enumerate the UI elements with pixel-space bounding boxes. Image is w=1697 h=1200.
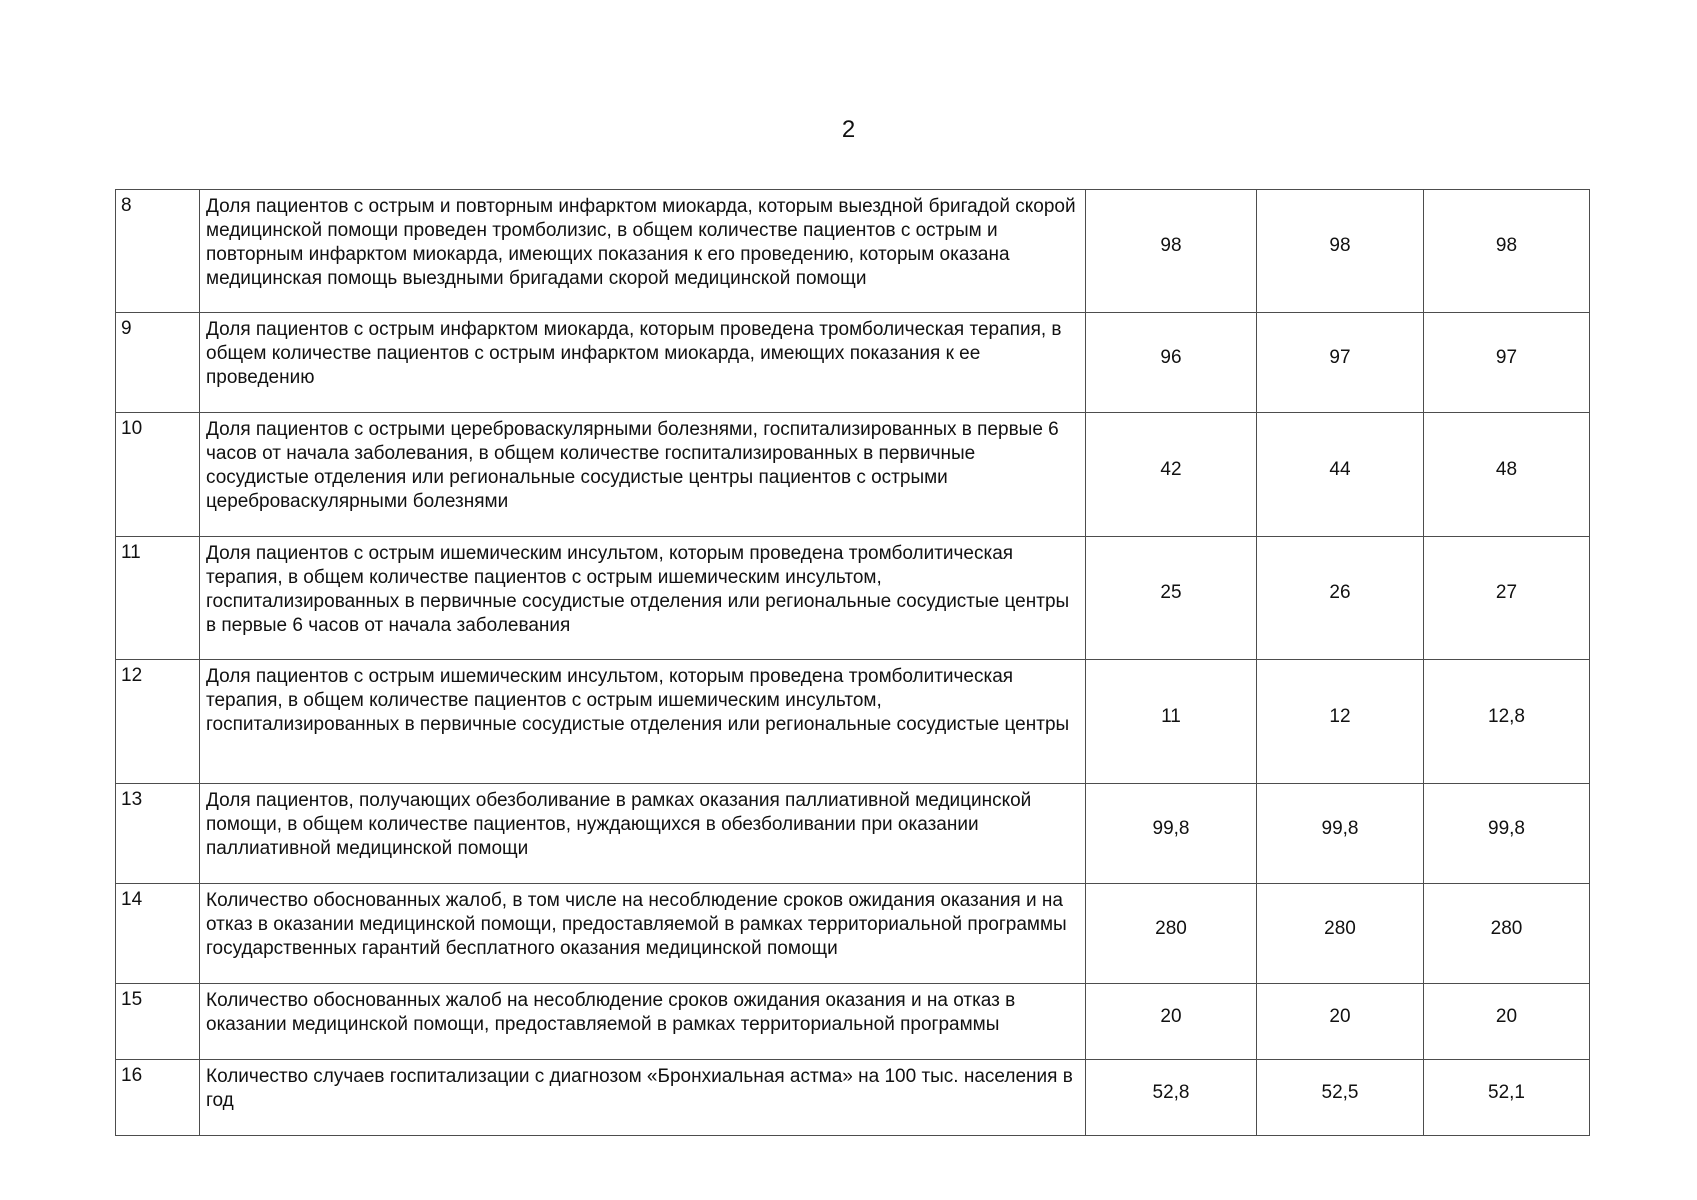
row-number: 9 bbox=[116, 313, 200, 413]
row-number: 16 bbox=[116, 1060, 200, 1136]
value-col-2: 52,5 bbox=[1257, 1060, 1424, 1136]
table-row bbox=[116, 660, 1590, 784]
value-col-3: 98 bbox=[1424, 190, 1590, 313]
value-col-3: 48 bbox=[1424, 413, 1590, 537]
indicator-name: Количество случаев госпитализации с диагнозом «Бронхиальная астма» на 100 тыс. населения в год bbox=[200, 1060, 1086, 1136]
value-col-2: 280 bbox=[1257, 884, 1424, 984]
value-col-1: 280 bbox=[1086, 884, 1257, 984]
indicator-name: Доля пациентов с острыми цереброваскулярными болезнями, госпитализированных в первые 6 часов от начала заболевания, в общем количестве госпитализированных в первичные сосудистые отделения или региональные сосудистые центры пациентов с острыми цереброваскулярными болезнями bbox=[200, 413, 1086, 537]
page-number: 2 bbox=[841, 116, 856, 143]
value-col-3: 280 bbox=[1424, 884, 1590, 984]
value-col-1: 42 bbox=[1086, 413, 1257, 537]
value-col-3: 12,8 bbox=[1424, 660, 1590, 784]
table-row bbox=[116, 1060, 1590, 1136]
value-col-3: 20 bbox=[1424, 984, 1590, 1060]
value-col-3: 52,1 bbox=[1424, 1060, 1590, 1136]
row-number: 14 bbox=[116, 884, 200, 984]
table-row bbox=[116, 537, 1590, 660]
row-number: 13 bbox=[116, 784, 200, 884]
indicator-name: Доля пациентов с острым ишемическим инсультом, которым проведена тромболитическая терапия, в общем количестве пациентов с острым ишемическим инсультом, госпитализированных в первичные сосудистые отделения или региональные сосудистые центры bbox=[200, 660, 1086, 784]
row-number: 8 bbox=[116, 190, 200, 313]
value-col-1: 20 bbox=[1086, 984, 1257, 1060]
indicator-name: Доля пациентов с острым инфарктом миокарда, которым проведена тромболическая терапия, в общем количестве пациентов с острым инфарктом миокарда, имеющих показания к ее проведению bbox=[200, 313, 1086, 413]
value-col-1: 98 bbox=[1086, 190, 1257, 313]
value-col-3: 99,8 bbox=[1424, 784, 1590, 884]
value-col-2: 97 bbox=[1257, 313, 1424, 413]
table-row bbox=[116, 984, 1590, 1060]
table-row bbox=[116, 190, 1590, 313]
value-col-2: 44 bbox=[1257, 413, 1424, 537]
indicator-name: Доля пациентов с острым и повторным инфарктом миокарда, которым выездной бригадой скорой медицинской помощи проведен тромболизис, в общем количестве пациентов с острым и повторным инфарктом миокарда, имеющих показания к его проведению, которым оказана медицинская помощь выездными бригадами скорой медицинской помощи bbox=[200, 190, 1086, 313]
indicator-name: Доля пациентов, получающих обезболивание в рамках оказания паллиативной медицинской помощи, в общем количестве пациентов, нуждающихся в обезболивании при оказании паллиативной медицинской помощи bbox=[200, 784, 1086, 884]
value-col-1: 96 bbox=[1086, 313, 1257, 413]
row-number: 15 bbox=[116, 984, 200, 1060]
table-row bbox=[116, 313, 1590, 413]
value-col-1: 99,8 bbox=[1086, 784, 1257, 884]
value-col-1: 52,8 bbox=[1086, 1060, 1257, 1136]
value-col-3: 97 bbox=[1424, 313, 1590, 413]
table-row bbox=[116, 784, 1590, 884]
value-col-2: 12 bbox=[1257, 660, 1424, 784]
value-col-2: 26 bbox=[1257, 537, 1424, 660]
value-col-1: 11 bbox=[1086, 660, 1257, 784]
indicators-table bbox=[115, 189, 1590, 1136]
indicator-name: Количество обоснованных жалоб на несоблюдение сроков ожидания оказания и на отказ в оказании медицинской помощи, предоставляемой в рамках территориальной программы bbox=[200, 984, 1086, 1060]
value-col-2: 98 bbox=[1257, 190, 1424, 313]
value-col-2: 99,8 bbox=[1257, 784, 1424, 884]
indicator-name: Количество обоснованных жалоб, в том числе на несоблюдение сроков ожидания оказания и на отказ в оказании медицинской помощи, предоставляемой в рамках территориальной программы государственных гарантий бесплатного оказания медицинской помощи bbox=[200, 884, 1086, 984]
row-number: 11 bbox=[116, 537, 200, 660]
value-col-1: 25 bbox=[1086, 537, 1257, 660]
indicator-name: Доля пациентов с острым ишемическим инсультом, которым проведена тромболитическая терапия, в общем количестве пациентов с острым ишемическим инсультом, госпитализированных в первичные сосудистые отделения или региональные сосудистые центры в первые 6 часов от начала заболевания bbox=[200, 537, 1086, 660]
value-col-2: 20 bbox=[1257, 984, 1424, 1060]
table-row bbox=[116, 884, 1590, 984]
table-row bbox=[116, 413, 1590, 537]
value-col-3: 27 bbox=[1424, 537, 1590, 660]
row-number: 10 bbox=[116, 413, 200, 537]
row-number: 12 bbox=[116, 660, 200, 784]
